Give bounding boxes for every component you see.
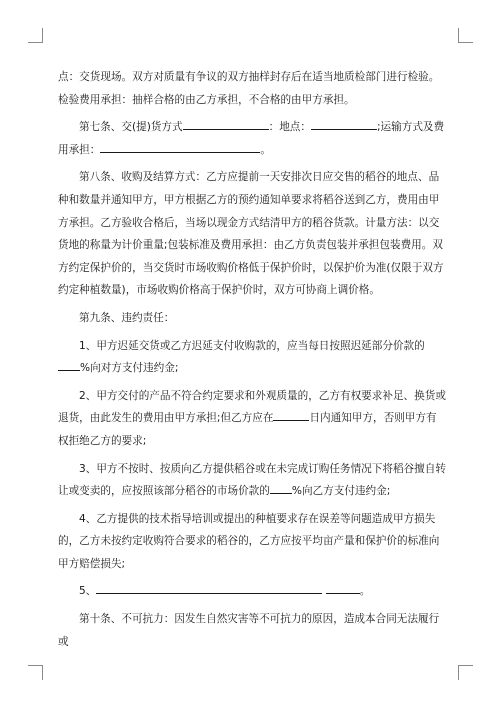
- blank-penalty-percent[interactable]: [58, 358, 80, 371]
- paragraph-clause-1: 1、甲方迟延交货或乙方迟延支付收购款的，应当每日按照迟延部分价款的%向对方支付违约金;: [58, 335, 446, 380]
- paragraph-clause-2: 2、甲方交付的产品不符合约定要求和外观质量的，乙方有权要求补足、换货或退货，由此发生的费用由甲方承担;但乙方应在 日内通知甲方，否则甲方有权拒绝乙方的要求;: [58, 389, 446, 447]
- paragraph-clause-5: 5、 。: [58, 580, 446, 603]
- crop-mark-bottom-right: [458, 665, 473, 680]
- crop-mark-bottom-left: [28, 665, 43, 680]
- paragraph-clause-3: 3、甲方不按时、按质向乙方提供稻谷或在未完成订购任务情况下将稻谷擅自转让或变卖的，应按照该部分稻谷的市场价款的 %向乙方支付违约金;: [58, 462, 446, 498]
- paragraph-inspection: 点：交货现场。双方对质量有争议的双方抽样封存后在适当地质检部门进行检验。检验费用承担：抽样合格的由乙方承担，不合格的由甲方承担。: [58, 71, 440, 106]
- blank-delivery-method[interactable]: [183, 117, 269, 130]
- blank-transport-cost[interactable]: [100, 140, 260, 153]
- crop-mark-top-right: [458, 28, 473, 43]
- blank-clause-5-main[interactable]: [96, 581, 322, 594]
- paragraph-article-10: 第十条、不可抗力：因发生自然灾害等不可抗力的原因，造成本合同无法履行或: [58, 613, 440, 648]
- blank-clause-5-tail[interactable]: [326, 581, 360, 594]
- paragraph-clause-4: 4、乙方提供的技术指导培训或提出的种植要求存在误差等问题造成甲方损失的，乙方未按约定收购符合要求的稻谷的，乙方应按平均亩产量和保护价的标准向甲方赔偿损失;: [58, 512, 440, 570]
- blank-notice-days[interactable]: [273, 408, 309, 421]
- paragraph-article-8: 第八条、收购及结算方式：乙方应提前一天安排次日应交售的稻谷的地点、品种和数量并通知甲方，甲方根据乙方的预约通知单要求将稻谷送到乙方，费用由甲方承担。乙方验收合格后，当场以现金方式结清甲方的稻谷货款。计量方法：以交货地的称量为计价重量;包装标准及费用承担：由乙方负责包装并承担包装费用。双方约定保护价的，当交货时市场收购价格低于保护价时，以保护价为准(仅限于双方约定种植数量)，市场收购价格高于保护价时，双方可协商上调价格。: [58, 171, 444, 297]
- paragraph-article-7: 第七条、交(提)货方式 ：地点： ;运输方式及费用承担： 。: [58, 116, 446, 161]
- blank-location[interactable]: [311, 117, 377, 130]
- paragraph-article-9: 第九条、违约责任：: [79, 311, 175, 324]
- blank-market-percent[interactable]: [270, 481, 292, 494]
- document-body: [58, 66, 446, 658]
- crop-mark-top-left: [28, 28, 43, 43]
